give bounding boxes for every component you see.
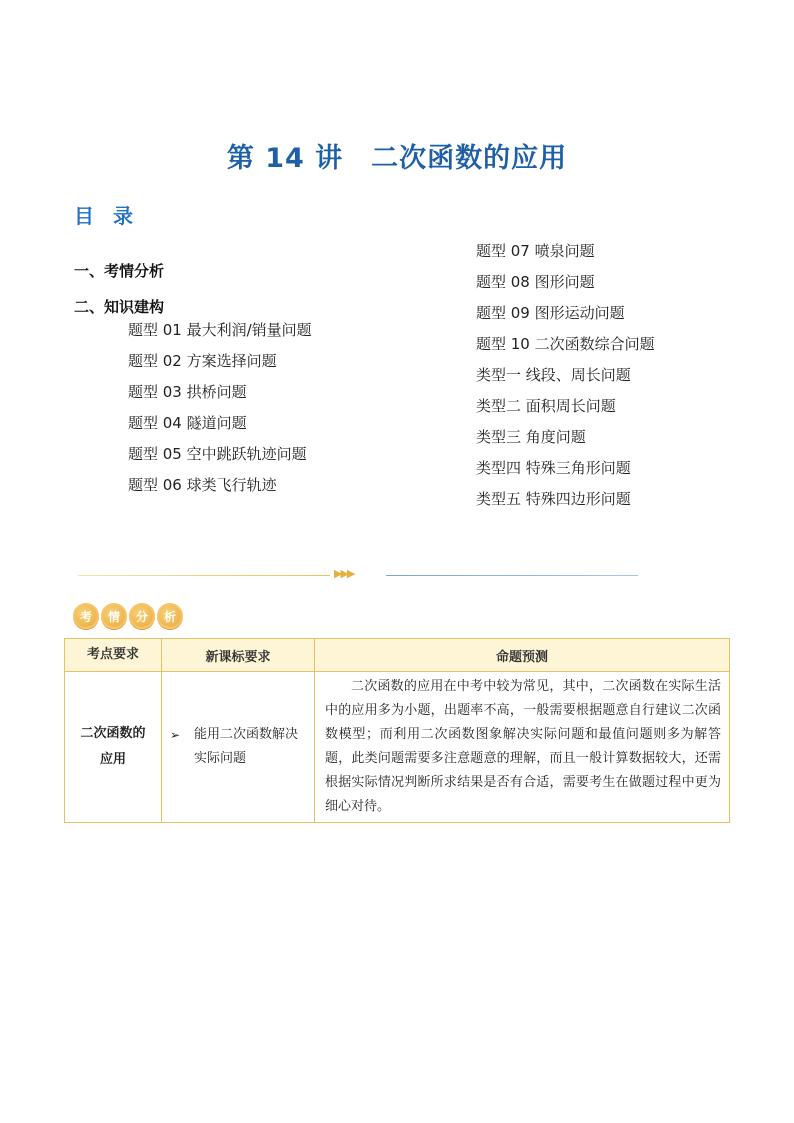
toc-item[interactable]: 类型三 角度问题 xyxy=(476,428,586,446)
badge-char: 考 xyxy=(73,603,99,629)
exam-point-text: 二次函数的应用 xyxy=(80,726,146,767)
toc-heading: 目 录 xyxy=(74,204,139,228)
toc-item[interactable]: 类型二 面积周长问题 xyxy=(476,397,616,415)
cell-exam-point xyxy=(65,672,162,823)
table-row xyxy=(65,672,730,823)
exam-analysis-table xyxy=(64,638,730,823)
toc-item[interactable]: 类型一 线段、周长问题 xyxy=(476,366,631,384)
toc-item[interactable]: 题型 03 拱桥问题 xyxy=(128,383,247,401)
divider-arrows-icon: ▶▶▶ xyxy=(334,567,354,580)
toc-item[interactable]: 类型五 特殊四边形问题 xyxy=(476,490,631,508)
bullet-arrow-icon: ➢ xyxy=(170,728,181,742)
header-exam-point: 考点要求 xyxy=(65,639,162,672)
toc-item[interactable]: 题型 09 图形运动问题 xyxy=(476,304,625,322)
toc-item[interactable]: 题型 05 空中跳跃轨迹问题 xyxy=(128,445,307,463)
toc-section-knowledge[interactable]: 二、知识建构 xyxy=(74,298,165,316)
toc-item[interactable]: 类型四 特殊三角形问题 xyxy=(476,459,631,477)
toc-item[interactable]: 题型 06 球类飞行轨迹 xyxy=(128,476,277,494)
lesson-title: 第 14 讲 二次函数的应用 xyxy=(226,143,568,174)
toc-item[interactable]: 题型 04 隧道问题 xyxy=(128,414,247,432)
badge-char: 分 xyxy=(129,603,155,629)
toc-item[interactable]: 题型 02 方案选择问题 xyxy=(128,352,277,370)
table-header-row xyxy=(65,639,730,672)
standard-text: 能用二次函数解决实际问题 xyxy=(194,727,299,766)
prediction-text: 二次函数的应用在中考中较为常见，其中，二次函数在实际生活中的应用多为小题，出题率不高，一般需要根据题意自行建议二次函数模型；而利用二次函数图象解决实际问题和最值问题则多为解答题，此类问题需要多注意题意的理解，而且一般计算数据较大，还需根据实际情况判断所求结果是否有合适，需要考生在做题过程中更为细心对待。 xyxy=(325,679,721,814)
cell-prediction xyxy=(315,672,730,823)
badge-char: 析 xyxy=(157,603,183,629)
toc-section-exam-analysis[interactable]: 一、考情分析 xyxy=(74,262,165,280)
toc-item[interactable]: 题型 07 喷泉问题 xyxy=(476,242,595,260)
divider-line-left xyxy=(78,575,330,576)
section-badge-exam-analysis xyxy=(73,603,183,629)
toc-item[interactable]: 题型 10 二次函数综合问题 xyxy=(476,335,655,353)
header-curriculum-standard: 新课标要求 xyxy=(162,639,315,672)
toc-item[interactable]: 题型 01 最大利润/销量问题 xyxy=(128,321,312,339)
toc-item[interactable]: 题型 08 图形问题 xyxy=(476,273,595,291)
divider-line-right xyxy=(386,575,638,576)
badge-char: 情 xyxy=(101,603,127,629)
header-prediction: 命题预测 xyxy=(315,639,730,672)
cell-curriculum-standard xyxy=(162,672,315,823)
